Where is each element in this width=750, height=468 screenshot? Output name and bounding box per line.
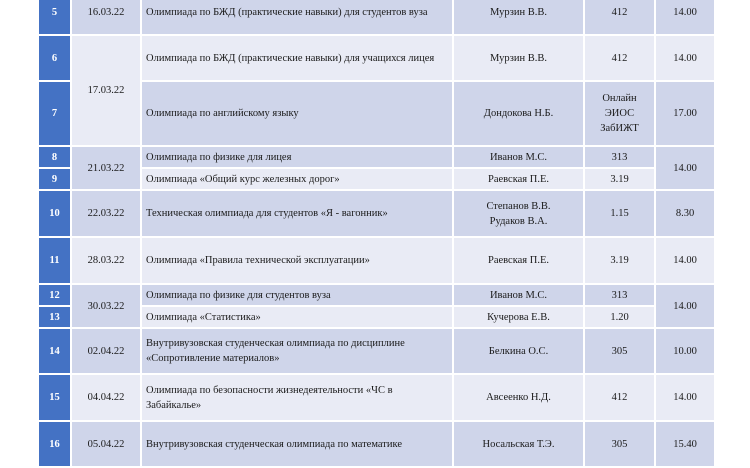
row-number: 12 [38,284,71,306]
date-cell: 04.04.22 [71,374,141,421]
event-cell: Олимпиада по безопасности жизнедеятельности «ЧС в Забайкалье» [141,374,453,421]
event-cell: Олимпиада по БЖД (практические навыки) для учащихся лицея [141,35,453,81]
row-number: 6 [38,35,71,81]
teacher-cell: Носальская Т.Э. [453,421,584,467]
event-cell: Внутривузовская студенческая олимпиада по математике [141,421,453,467]
row-number: 14 [38,328,71,374]
table-row [38,284,715,306]
date-cell: 02.04.22 [71,328,141,374]
teacher-cell: Авсеенко Н.Д. [453,374,584,421]
date-cell: 28.03.22 [71,237,141,284]
teacher-cell: Раевская П.Е. [453,237,584,284]
teacher-cell: Мурзин В.В. [453,35,584,81]
table-row [38,237,715,284]
time-cell: 15.40 [655,421,715,467]
event-cell: Внутривузовская студенческая олимпиада по дисциплине «Сопротивление материалов» [141,328,453,374]
row-number: 7 [38,81,71,146]
row-number: 16 [38,421,71,467]
table-row [38,35,715,81]
room-cell: 1.15 [584,190,655,237]
row-number: 8 [38,146,71,168]
row-number: 5 [38,0,71,35]
room-cell: 313 [584,146,655,168]
date-cell: 17.03.22 [71,35,141,146]
teacher-cell: Иванов М.С. [453,284,584,306]
teacher-cell: Мурзин В.В. [453,0,584,35]
room-cell: 412 [584,35,655,81]
room-cell: 3.19 [584,168,655,190]
teacher-cell: Раевская П.Е. [453,168,584,190]
table-row [38,328,715,374]
row-number: 15 [38,374,71,421]
event-cell: Олимпиада по БЖД (практические навыки) для студентов вуза [141,0,453,35]
table-row [38,421,715,467]
room-cell: 305 [584,328,655,374]
row-number: 10 [38,190,71,237]
time-cell: 17.00 [655,81,715,146]
event-cell: Олимпиада по физике для лицея [141,146,453,168]
date-cell: 21.03.22 [71,146,141,190]
time-cell: 14.00 [655,237,715,284]
table-row [38,190,715,237]
table-row [38,0,715,35]
date-cell: 05.04.22 [71,421,141,467]
time-cell: 14.00 [655,0,715,35]
table-row [38,146,715,168]
room-cell: 1.20 [584,306,655,328]
time-cell: 14.00 [655,35,715,81]
date-cell: 30.03.22 [71,284,141,328]
time-cell: 14.00 [655,284,715,328]
teacher-cell: Белкина О.С. [453,328,584,374]
event-cell: Олимпиада «Правила технической эксплуатации» [141,237,453,284]
room-line: Онлайн [602,93,637,104]
room-cell: 305 [584,421,655,467]
event-cell: Олимпиада по физике для студентов вуза [141,284,453,306]
room-cell [584,81,655,146]
event-cell: Техническая олимпиада для студентов «Я - вагонник» [141,190,453,237]
time-cell: 14.00 [655,374,715,421]
room-cell: 412 [584,374,655,421]
time-cell: 10.00 [655,328,715,374]
event-cell: Олимпиада «Общий курс железных дорог» [141,168,453,190]
event-cell: Олимпиада «Статистика» [141,306,453,328]
teacher-cell [453,190,584,237]
time-cell: 8.30 [655,190,715,237]
date-cell: 22.03.22 [71,190,141,237]
olympiad-schedule-table [37,0,716,468]
teacher-line: Степанов В.В. [486,200,551,212]
schedule-table-container [37,0,716,468]
room-cell: 3.19 [584,237,655,284]
room-cell: 313 [584,284,655,306]
row-number: 13 [38,306,71,328]
event-cell: Олимпиада по английскому языку [141,81,453,146]
room-line: ЗабИЖТ [600,123,639,134]
room-line: ЭИОС [604,108,635,119]
row-number: 11 [38,237,71,284]
teacher-cell: Кучерова Е.В. [453,306,584,328]
room-cell: 412 [584,0,655,35]
table-row [38,374,715,421]
row-number: 9 [38,168,71,190]
time-cell: 14.00 [655,146,715,190]
date-cell: 16.03.22 [71,0,141,35]
teacher-cell: Иванов М.С. [453,146,584,168]
teacher-cell: Дондокова Н.Б. [453,81,584,146]
teacher-line: Рудаков В.А. [489,215,548,227]
